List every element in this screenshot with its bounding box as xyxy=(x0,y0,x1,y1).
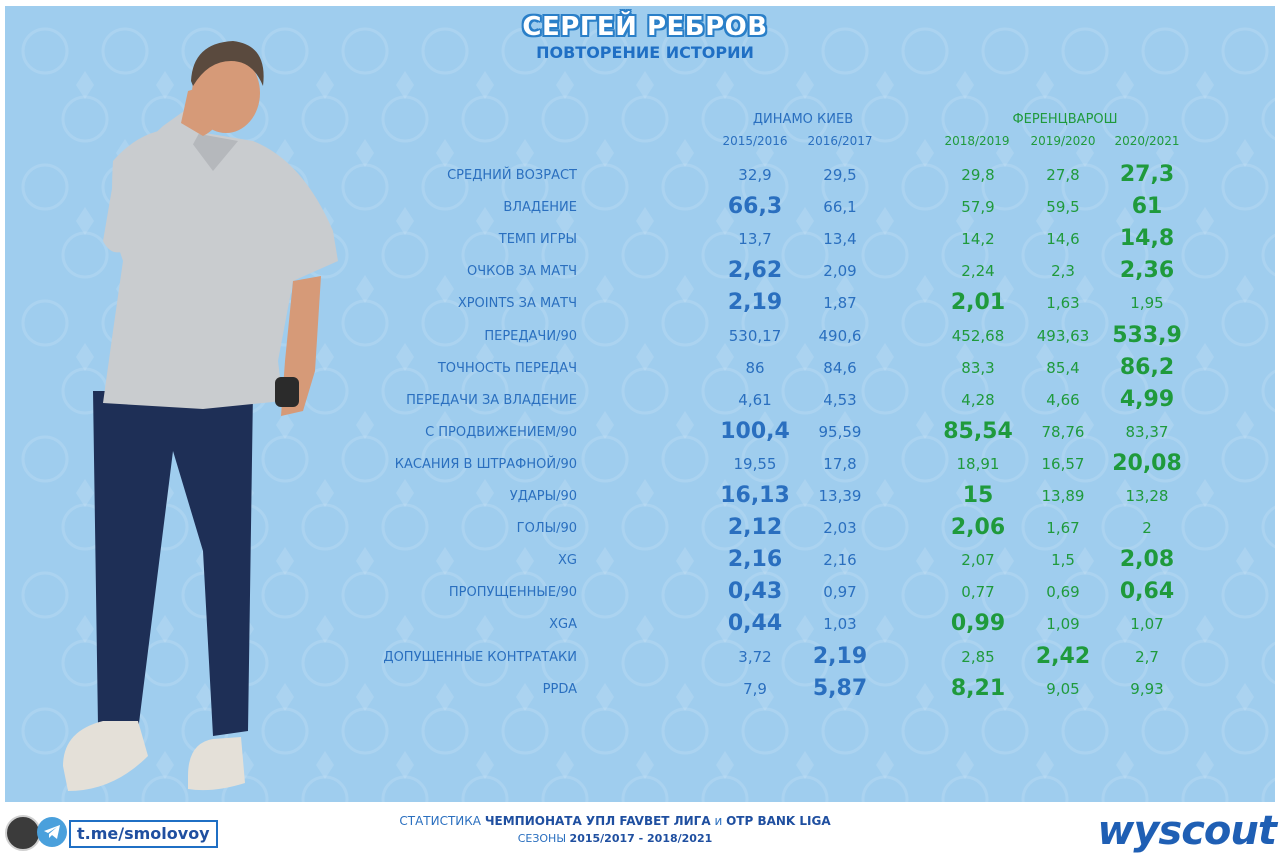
stat-value: 2,19 xyxy=(727,290,783,316)
stat-value: 15 xyxy=(962,483,994,508)
wyscout-logo: wyscout xyxy=(1097,808,1276,854)
stat-label: PPDA xyxy=(542,681,577,697)
stat-value: 14,6 xyxy=(1046,230,1080,249)
stat-value: 16,13 xyxy=(720,483,790,508)
footer-seasons-line xyxy=(0,832,1230,845)
stat-value: 13,39 xyxy=(818,487,862,505)
stat-label: ПЕРЕДАЧИ ЗА ВЛАДЕНИЕ xyxy=(406,392,577,408)
stat-value: 0,43 xyxy=(727,579,783,605)
stat-value: 18,91 xyxy=(956,454,1000,473)
stat-label: ТЕМП ИГРЫ xyxy=(498,232,577,248)
stat-value: 2,3 xyxy=(1051,262,1075,281)
stat-value: 14,2 xyxy=(961,230,995,249)
stat-value: 2,07 xyxy=(961,551,995,570)
stat-value: 0,99 xyxy=(950,611,1006,637)
stat-value: 13,4 xyxy=(823,230,857,249)
stat-value: 3,72 xyxy=(738,647,772,666)
stat-value: 2,08 xyxy=(1119,547,1175,573)
stat-value: 57,9 xyxy=(961,198,995,217)
stat-value: 2,09 xyxy=(823,262,857,281)
stat-label: ОЧКОВ ЗА МАТЧ xyxy=(467,264,577,280)
stat-value: 2,62 xyxy=(727,258,783,284)
stat-value: 0,64 xyxy=(1119,579,1175,605)
stat-value: 2,16 xyxy=(727,547,783,573)
stat-value: 0,69 xyxy=(1046,583,1080,602)
stat-value: 4,66 xyxy=(1046,390,1080,409)
season-header: 2018/2019 xyxy=(944,134,1010,148)
stat-value: 16,57 xyxy=(1041,454,1085,473)
stat-label: СРЕДНИЙ ВОЗРАСТ xyxy=(447,168,577,183)
stat-value: 2,06 xyxy=(950,515,1006,541)
stat-value: 9,93 xyxy=(1130,679,1164,698)
stat-value: 66,1 xyxy=(823,198,857,217)
stat-label: С ПРОДВИЖЕНИЕМ/90 xyxy=(425,424,577,440)
stat-value: 1,09 xyxy=(1046,615,1080,634)
stat-value: 14,8 xyxy=(1119,226,1175,252)
stat-label: XG xyxy=(558,553,577,569)
stat-value: 9,05 xyxy=(1046,679,1080,698)
stat-value: 452,68 xyxy=(951,326,1005,345)
stat-value: 2,7 xyxy=(1135,647,1159,666)
stat-value: 1,5 xyxy=(1051,551,1075,570)
stat-value: 2,36 xyxy=(1119,258,1175,284)
infographic-card xyxy=(5,6,1275,802)
stat-value: 2,03 xyxy=(823,519,857,538)
footer-conjunction: и xyxy=(714,814,723,828)
stat-value: 5,87 xyxy=(812,675,868,701)
footer xyxy=(0,808,1280,853)
stat-value: 78,76 xyxy=(1041,422,1085,441)
stat-value: 1,03 xyxy=(823,615,857,634)
stat-value: 4,53 xyxy=(823,390,857,409)
stat-value: 100,4 xyxy=(720,418,790,444)
stat-value: 530,17 xyxy=(728,326,782,345)
stat-value: 493,63 xyxy=(1036,326,1090,345)
coach-photo xyxy=(53,31,353,801)
stat-label: ВЛАДЕНИЕ xyxy=(503,200,577,216)
stat-value: 13,28 xyxy=(1125,487,1169,505)
stat-label: УДАРЫ/90 xyxy=(509,489,577,504)
stat-value: 84,6 xyxy=(823,358,857,377)
stat-value: 1,87 xyxy=(823,294,857,313)
stat-label: ПЕРЕДАЧИ/90 xyxy=(484,328,577,344)
stat-value: 86 xyxy=(745,358,765,377)
telegram-handle[interactable]: t.me/smolovoy xyxy=(69,820,218,848)
stat-value: 27,8 xyxy=(1046,166,1080,184)
stat-value: 29,8 xyxy=(961,166,995,184)
stat-value: 2,19 xyxy=(812,643,868,669)
stat-label: ДОПУЩЕННЫЕ КОНТРАТАКИ xyxy=(383,649,577,665)
stat-value: 7,9 xyxy=(743,679,767,698)
stat-value: 13,7 xyxy=(738,230,772,249)
stat-label: XGA xyxy=(549,617,577,633)
stat-value: 83,37 xyxy=(1125,422,1169,441)
stat-label: ТОЧНОСТЬ ПЕРЕДАЧ xyxy=(437,360,577,376)
stat-value: 0,97 xyxy=(823,583,857,602)
stat-value: 1,63 xyxy=(1046,294,1080,313)
stat-value: 29,5 xyxy=(823,166,857,184)
team-dynamo-name: ДИНАМО КИЕВ xyxy=(752,112,854,127)
stat-value: 0,77 xyxy=(961,583,995,602)
stat-value: 1,07 xyxy=(1130,615,1164,634)
stat-label: XPOINTS ЗА МАТЧ xyxy=(457,296,577,312)
stat-value: 85,4 xyxy=(1046,358,1080,377)
stat-value: 490,6 xyxy=(818,326,862,345)
page-title: СЕРГЕЙ РЕБРОВ xyxy=(522,12,768,42)
footer-league-ukraine: ЧЕМПИОНАТА УПЛ FAVBET ЛИГА xyxy=(484,814,711,828)
stat-value: 95,59 xyxy=(818,422,862,441)
stat-value: 2,12 xyxy=(727,515,783,541)
stat-value: 533,9 xyxy=(1112,322,1182,348)
stat-value: 20,08 xyxy=(1112,450,1182,476)
stat-value: 2,16 xyxy=(823,551,857,570)
stat-value: 8,21 xyxy=(950,675,1006,701)
stat-value: 86,2 xyxy=(1119,354,1175,380)
stat-value: 19,55 xyxy=(733,454,777,473)
stat-value: 4,99 xyxy=(1119,386,1175,412)
stat-value: 27,3 xyxy=(1119,162,1175,187)
stat-value: 2 xyxy=(1142,519,1152,538)
stat-value: 1,67 xyxy=(1046,519,1080,538)
stat-value: 17,8 xyxy=(823,454,857,473)
stat-value: 2,85 xyxy=(961,647,995,666)
stat-value: 4,61 xyxy=(738,390,772,409)
stat-value: 2,24 xyxy=(961,262,995,281)
stat-value: 2,42 xyxy=(1035,643,1091,669)
stat-value: 59,5 xyxy=(1046,198,1080,217)
stat-label: ПРОПУЩЕННЫЕ/90 xyxy=(448,585,577,601)
stat-value: 2,01 xyxy=(950,290,1006,316)
season-header: 2019/2020 xyxy=(1030,134,1096,148)
page-subtitle: ПОВТОРЕНИЕ ИСТОРИИ xyxy=(536,43,754,62)
team-ferencvaros-name: ФЕРЕНЦВАРОШ xyxy=(1012,112,1118,127)
stat-value: 1,95 xyxy=(1130,294,1164,313)
stat-value: 13,89 xyxy=(1041,487,1085,505)
stat-label: ГОЛЫ/90 xyxy=(516,521,577,537)
season-header: 2020/2021 xyxy=(1114,134,1180,148)
footer-seasons-range: 2015/2017 - 2018/2021 xyxy=(569,832,713,845)
stat-label: КАСАНИЯ В ШТРАФНОЙ/90 xyxy=(394,456,577,472)
season-header: 2015/2016 xyxy=(722,134,788,148)
stat-value: 83,3 xyxy=(961,358,995,377)
stat-value: 66,3 xyxy=(727,194,783,220)
footer-league-hungary: OTP BANK LIGA xyxy=(726,814,831,828)
footer-seasons-prefix: СЕЗОНЫ xyxy=(517,832,567,845)
stat-value: 61 xyxy=(1131,194,1163,220)
stat-value: 32,9 xyxy=(738,166,772,184)
stat-value: 4,28 xyxy=(961,390,995,409)
footer-source-prefix: СТАТИСТИКА xyxy=(399,814,481,828)
footer-source-line xyxy=(0,814,1230,828)
season-header: 2016/2017 xyxy=(807,134,873,148)
stat-value: 0,44 xyxy=(727,611,783,637)
stat-value: 85,54 xyxy=(943,418,1013,444)
